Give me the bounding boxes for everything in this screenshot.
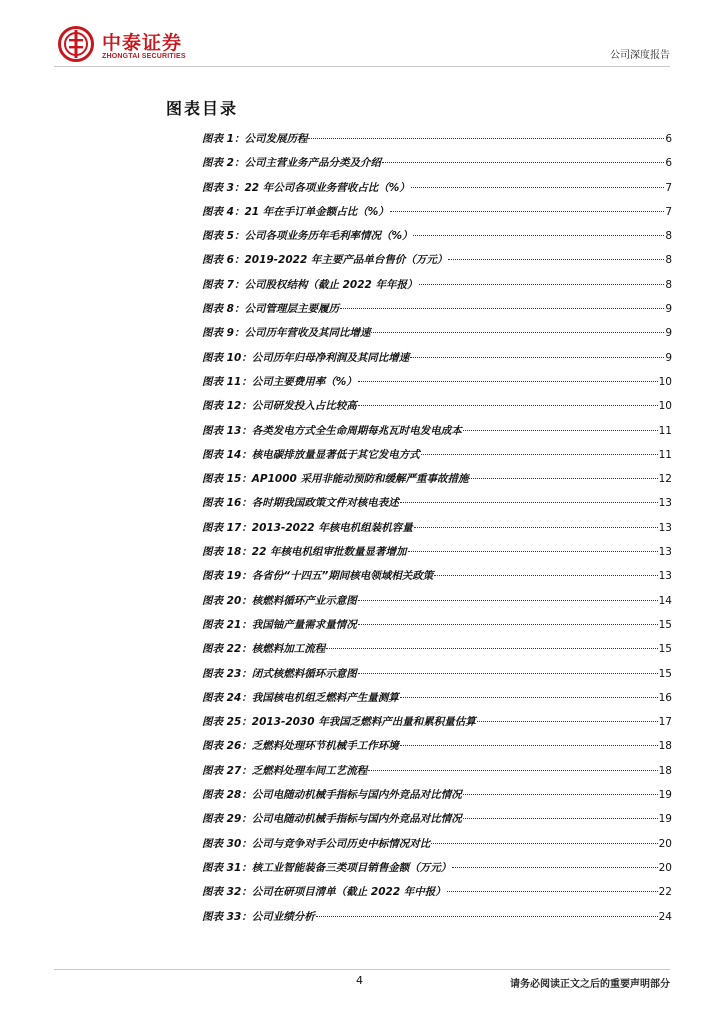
toc-dot-leader [447, 891, 658, 892]
toc-entry[interactable] [202, 278, 672, 302]
page-number: 4 [356, 974, 363, 987]
toc-entry-label[interactable]: 图表 4：21 年在手订单金额占比（%） [202, 205, 389, 218]
toc-entry[interactable] [202, 205, 672, 229]
toc-dot-leader [448, 259, 664, 260]
toc-entry-page[interactable]: 13 [658, 497, 672, 510]
toc-entry-label[interactable]: 图表 25：2013-2030 年我国乏燃料产出量和累积量估算 [202, 716, 476, 729]
header-divider [54, 66, 670, 67]
toc-entry-page[interactable]: 12 [658, 473, 672, 486]
toc-dot-leader [400, 697, 658, 698]
toc-entry-label[interactable]: 图表 26：乏燃料处理环节机械手工作环境 [202, 740, 399, 753]
toc-entry-label[interactable]: 图表 29：公司电随动机械手指标与国内外竞品对比情况 [202, 813, 462, 826]
toc-entry-page[interactable]: 13 [658, 546, 672, 559]
toc-entry-label[interactable]: 图表 1：公司发展历程 [202, 133, 308, 145]
toc-dot-leader [463, 430, 658, 431]
toc-entry[interactable] [202, 496, 672, 520]
toc-entry-label[interactable]: 图表 10：公司历年归母净利润及其同比增速 [202, 351, 410, 364]
toc-entry[interactable] [202, 764, 672, 788]
toc-entry[interactable] [202, 642, 672, 666]
toc-entry[interactable] [202, 812, 672, 836]
toc-entry-page[interactable]: 17 [658, 716, 672, 729]
toc-title: 图表目录 [166, 99, 239, 118]
toc-entry[interactable] [202, 326, 672, 350]
toc-dot-leader [411, 187, 665, 188]
toc-entry[interactable] [202, 424, 672, 448]
toc-dot-leader [400, 745, 658, 746]
toc-entry[interactable] [202, 545, 672, 569]
toc-entry-page[interactable]: 19 [658, 789, 672, 802]
toc-dot-leader [368, 770, 657, 771]
toc-entry[interactable] [202, 375, 672, 399]
toc-entry[interactable] [202, 253, 672, 277]
toc-entry[interactable] [202, 594, 672, 618]
toc-entry-page[interactable]: 13 [658, 570, 672, 583]
toc-entry-page[interactable]: 14 [658, 594, 672, 607]
toc-entry-label[interactable]: 图表 23：闭式核燃料循环示意图 [202, 667, 357, 680]
toc-entry[interactable] [202, 521, 672, 545]
toc-entry-page[interactable]: 22 [658, 886, 672, 899]
toc-entry-page[interactable]: 20 [658, 861, 672, 874]
toc-entry-page[interactable]: 9 [665, 351, 672, 364]
toc-entry-label[interactable]: 图表 9：公司历年营收及其同比增速 [202, 327, 371, 340]
toc-dot-leader [421, 454, 658, 455]
toc-dot-leader [326, 648, 657, 649]
toc-dot-leader [358, 381, 658, 382]
toc-dot-leader [382, 162, 664, 163]
toc-entry[interactable] [202, 181, 672, 205]
toc-entry[interactable] [202, 156, 672, 180]
toc-entry-label[interactable]: 图表 3：22 年公司各项业务营收占比（%） [202, 181, 410, 194]
toc-entry[interactable] [202, 691, 672, 715]
toc-dot-leader [358, 624, 658, 625]
toc-entry-label[interactable]: 图表 11：公司主要费用率（%） [202, 375, 357, 388]
toc-entry-page[interactable]: 9 [665, 327, 672, 340]
toc-dot-leader [452, 867, 657, 868]
toc-entry-page[interactable]: 15 [658, 667, 672, 680]
toc-entry-label[interactable]: 图表 16：各时期我国政策文件对核电表述 [202, 497, 399, 510]
toc-entry-label[interactable]: 图表 28：公司电随动机械手指标与国内外竞品对比情况 [202, 789, 462, 802]
toc-entry-label[interactable]: 图表 33：公司业绩分析 [202, 910, 315, 923]
toc-dot-leader [463, 818, 658, 819]
toc-entry-page[interactable]: 11 [658, 424, 672, 437]
toc-entry-label[interactable]: 图表 17：2013-2022 年核电机组装机容量 [202, 521, 413, 534]
toc-entry-page[interactable]: 20 [658, 837, 672, 850]
toc-entry-label[interactable]: 图表 15：AP1000 采用非能动预防和缓解严重事故措施 [202, 473, 469, 486]
toc-entry-label[interactable]: 图表 18：22 年核电机组审批数量显著增加 [202, 546, 407, 559]
toc-entry-label[interactable]: 图表 19：各省份“十四五”期间核电领域相关政策 [202, 570, 434, 583]
toc-dot-leader [340, 308, 664, 309]
toc-entry-page[interactable]: 9 [665, 303, 672, 316]
toc-entry-label[interactable]: 图表 32：公司在研项目清单（截止 2022 年中报） [202, 886, 446, 899]
toc-entry-page[interactable]: 16 [658, 691, 672, 704]
toc-entry[interactable] [202, 399, 672, 423]
toc-entry[interactable] [202, 472, 672, 496]
toc-entry-page[interactable]: 18 [658, 764, 672, 777]
toc-entry-label[interactable]: 图表 8：公司管理层主要履历 [202, 303, 339, 316]
toc-entry-page[interactable]: 15 [658, 618, 672, 631]
toc-entry-label[interactable]: 图表 22：核燃料加工流程 [202, 643, 326, 656]
toc-entry[interactable] [202, 715, 672, 739]
toc-entry-label[interactable]: 图表 6：2019-2022 年主要产品单台售价（万元） [202, 254, 448, 267]
toc-entry-page[interactable]: 19 [658, 813, 672, 826]
toc-dot-leader [308, 138, 664, 139]
toc-entry-page[interactable]: 11 [658, 448, 672, 461]
toc-entry-label[interactable]: 图表 13：各类发电方式全生命周期每兆瓦时电发电成本 [202, 424, 462, 437]
toc-entry[interactable] [202, 569, 672, 593]
toc-entry[interactable] [202, 861, 672, 885]
toc-entry[interactable] [202, 351, 672, 375]
toc-entry[interactable] [202, 229, 672, 253]
toc-dot-leader [431, 843, 657, 844]
logo-chinese-name: 中泰证券 [102, 32, 183, 54]
toc-entry-label[interactable]: 图表 21：我国铀产量需求量情况 [202, 618, 357, 631]
toc-dot-leader [414, 527, 658, 528]
toc-entry-page[interactable]: 7 [665, 205, 672, 218]
toc-entry-page[interactable]: 15 [658, 643, 672, 656]
logo-english-name: ZHONGTAI SECURITIES [102, 53, 186, 60]
toc-entry-page[interactable]: 6 [665, 133, 672, 145]
toc-entry-page[interactable]: 10 [658, 375, 672, 388]
toc-entry-page[interactable]: 8 [665, 230, 672, 243]
toc-dot-leader [410, 357, 664, 358]
toc-dot-leader [400, 502, 658, 503]
toc-entry[interactable] [202, 448, 672, 472]
zhongtai-logo-icon [58, 26, 94, 62]
toc-dot-leader [477, 721, 658, 722]
toc-entry-label[interactable]: 图表 5：公司各项业务历年毛利率情况（%） [202, 230, 413, 243]
toc-entry[interactable] [202, 132, 672, 156]
toc-dot-leader [463, 794, 658, 795]
toc-entry[interactable] [202, 885, 672, 909]
toc-dot-leader [371, 332, 664, 333]
toc-list [202, 132, 672, 934]
toc-dot-leader [390, 211, 665, 212]
toc-entry-page[interactable]: 6 [665, 157, 672, 170]
toc-entry-page[interactable]: 24 [658, 910, 672, 923]
toc-entry[interactable] [202, 788, 672, 812]
toc-dot-leader [434, 575, 657, 576]
footer-disclaimer: 请务必阅读正文之后的重要声明部分 [510, 979, 670, 990]
toc-entry-label[interactable]: 图表 27：乏燃料处理车间工艺流程 [202, 764, 368, 777]
toc-entry[interactable] [202, 910, 672, 934]
toc-entry-label[interactable]: 图表 7：公司股权结构（截止 2022 年年报） [202, 278, 418, 291]
toc-entry-page[interactable]: 10 [658, 400, 672, 413]
toc-entry-label[interactable]: 图表 20：核燃料循环产业示意图 [202, 594, 357, 607]
toc-entry-page[interactable]: 8 [665, 254, 672, 267]
toc-entry[interactable] [202, 667, 672, 691]
toc-entry[interactable] [202, 618, 672, 642]
toc-entry[interactable] [202, 302, 672, 326]
toc-entry[interactable] [202, 739, 672, 763]
report-type-label: 公司深度报告 [610, 50, 670, 61]
toc-entry-page[interactable]: 18 [658, 740, 672, 753]
toc-entry-label[interactable]: 图表 14：核电碳排放量显著低于其它发电方式 [202, 448, 420, 461]
footer-divider [54, 969, 670, 970]
company-logo [58, 26, 208, 66]
toc-dot-leader [408, 551, 658, 552]
toc-entry-page[interactable]: 13 [658, 521, 672, 534]
toc-entry-label[interactable]: 图表 12：公司研发投入占比较高 [202, 400, 357, 413]
toc-entry-label[interactable]: 图表 2：公司主营业务产品分类及介绍 [202, 157, 381, 170]
toc-dot-leader [358, 600, 658, 601]
toc-dot-leader [316, 916, 658, 917]
toc-entry[interactable] [202, 837, 672, 861]
toc-entry-label[interactable]: 图表 24：我国核电机组乏燃料产生量测算 [202, 691, 399, 704]
toc-entry-label[interactable]: 图表 30：公司与竞争对手公司历史中标情况对比 [202, 837, 431, 850]
toc-dot-leader [469, 478, 657, 479]
toc-entry-page[interactable]: 8 [665, 278, 672, 291]
toc-dot-leader [419, 284, 665, 285]
toc-entry-page[interactable]: 7 [665, 181, 672, 194]
toc-dot-leader [358, 673, 658, 674]
toc-entry-label[interactable]: 图表 31：核工业智能装备三类项目销售金额（万元） [202, 861, 452, 874]
toc-dot-leader [358, 405, 658, 406]
page-header [0, 0, 724, 70]
toc-dot-leader [413, 235, 664, 236]
